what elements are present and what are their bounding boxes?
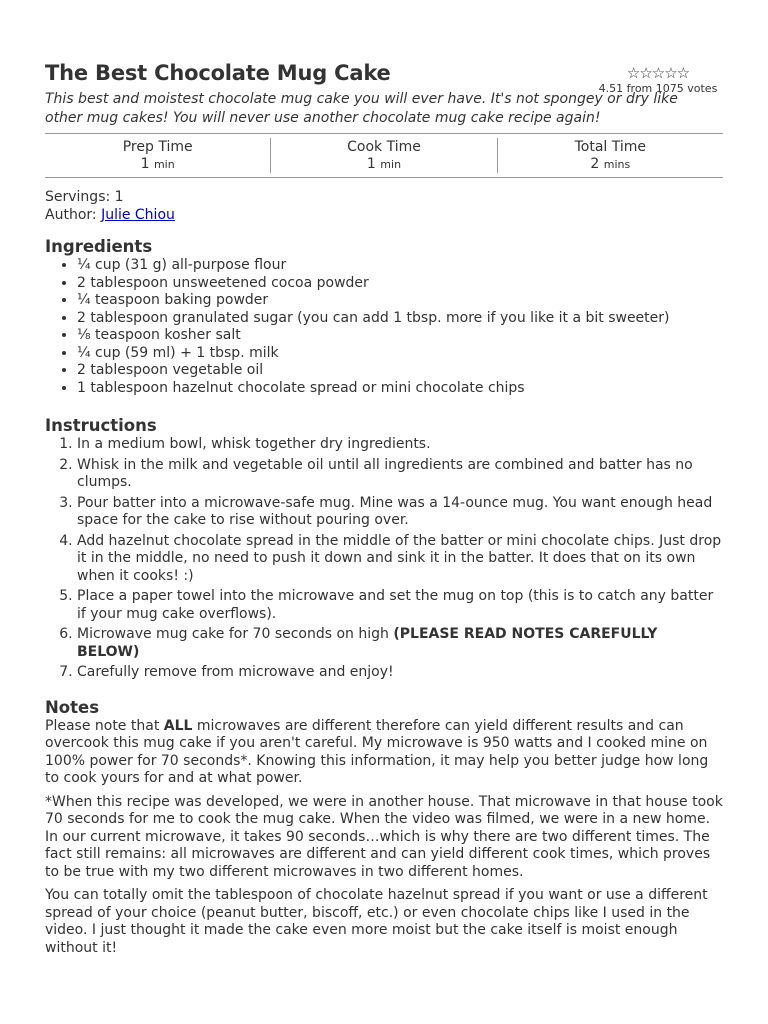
instructions-heading: Instructions [45,416,157,435]
note-paragraph: You can totally omit the tablespoon of chocolate hazelnut spread if you want or use a different spread of your choice (peanut butter, biscoff, etc.) or even chocolate chips like I used in the video. I just thought it made the cake even more moist but the cake itself is moist enough without it! [45,887,708,956]
notes-heading: Notes [45,697,100,717]
instruction-step [77,664,723,682]
step-text: Whisk in the milk and vegetable oil until all ingredients are combined and batter has no clumps. [77,456,693,490]
step-emphasis: (PLEASE READ NOTES CAREFULLY BELOW) [77,626,658,660]
instruction-step [77,436,723,454]
instruction-step [77,626,723,661]
rating [593,66,723,95]
ingredient-item: • ¼ cup (59 ml) + 1 tbsp. milk [77,345,723,363]
instruction-step [77,495,723,530]
instruction-step [77,457,723,492]
ingredient-item: • 2 tablespoon vegetable oil [77,362,723,380]
cook-time-value: 1 [366,156,376,172]
step-text: Add hazelnut chocolate spread in the middle of the batter or mini chocolate chips. Just drop it in the middle, no need to push it down and sink it in the batter. It does that on its own when it cooks! :) [77,532,722,584]
instructions-list [45,436,723,682]
step-text: Carefully remove from microwave and enjoy! [77,664,394,680]
ingredient-item: • ¼ cup (31 g) all-purpose flour [77,257,723,275]
recipe-meta [45,188,723,224]
recipe-header [45,58,723,128]
step-text: Place a paper towel into the microwave and set the mug on top (this is to catch any batter if your mug cake overflows). [77,588,714,622]
cook-time-label: Cook Time [347,139,421,155]
step-text: Pour batter into a microwave-safe mug. Mine was a 14-ounce mug. You want enough head space for the cake to rise without pouring over. [77,494,713,528]
note-paragraph [45,718,723,788]
author-label: Author: [45,207,97,223]
prep-time-label: Prep Time [122,139,193,155]
recipe-title: The Best Chocolate Mug Cake [45,61,391,85]
author-link[interactable]: Julie Chiou [101,207,175,223]
cook-time [270,138,496,173]
notes-body [45,718,723,958]
ingredient-item: • 1 tablespoon hazelnut chocolate spread or mini chocolate chips [77,380,723,398]
recipe-times [45,133,723,178]
total-time-label: Total Time [574,139,647,155]
rating-summary: 4.51 from 1075 votes [598,82,718,95]
note-text: Please note that [45,717,164,734]
ingredient-item: • ⅛ teaspoon kosher salt [77,327,723,345]
note-emphasis: ALL [163,717,193,734]
servings-value: 1 [114,189,124,205]
prep-time-value: 1 [140,156,150,172]
step-text: In a medium bowl, whisk together dry ingredients. [77,436,431,452]
recipe-card [45,58,723,963]
recipe-summary: This best and moistest chocolate mug cake you will ever have. It's not spongey or dry like other mug cakes! You will never use another chocolate mug cake recipe again! [45,91,678,126]
prep-time-unit: min [153,158,175,171]
ingredient-item: • ¼ teaspoon baking powder [77,292,723,310]
prep-time [45,134,270,177]
step-text: Microwave mug cake for 70 seconds on high [77,626,394,642]
note-text: microwaves are different therefore can yield different results and can overcook this mug cake if you aren't careful. My microwave is 950 watts and I cooked mine on 100% power for 70 seconds*. Knowing this information, it may help you better judge how long to cook yours for and at what power. [45,717,709,786]
author [45,206,723,224]
ingredients-heading: Ingredients [45,237,153,256]
ingredient-item: • 2 tablespoon granulated sugar (you can add 1 tbsp. more if you like it a bit sweeter) [77,310,723,328]
servings-label: Servings: [45,189,111,205]
total-time [497,138,723,173]
ingredient-item: • 2 tablespoon unsweetened cocoa powder [77,275,723,293]
note-paragraph: *When this recipe was developed, we were in another house. That microwave in that house took 70 seconds for me to cook the mug cake. When the video was filmed, we were in a new home. In our current microwave, it takes 90 seconds…which is why there are two different times. The fact still remains: all microwaves are different and can yield different cook times, which proves to be true with my two different microwaves in two different homes. [45,793,723,880]
ingredients-list [45,257,723,397]
star-rating-icon[interactable]: ☆☆☆☆☆ [626,64,690,82]
servings [45,188,723,206]
cook-time-unit: min [380,158,402,171]
instruction-step [77,588,723,623]
total-time-value: 2 [590,156,600,172]
instruction-step [77,533,723,586]
total-time-unit: mins [603,158,631,171]
